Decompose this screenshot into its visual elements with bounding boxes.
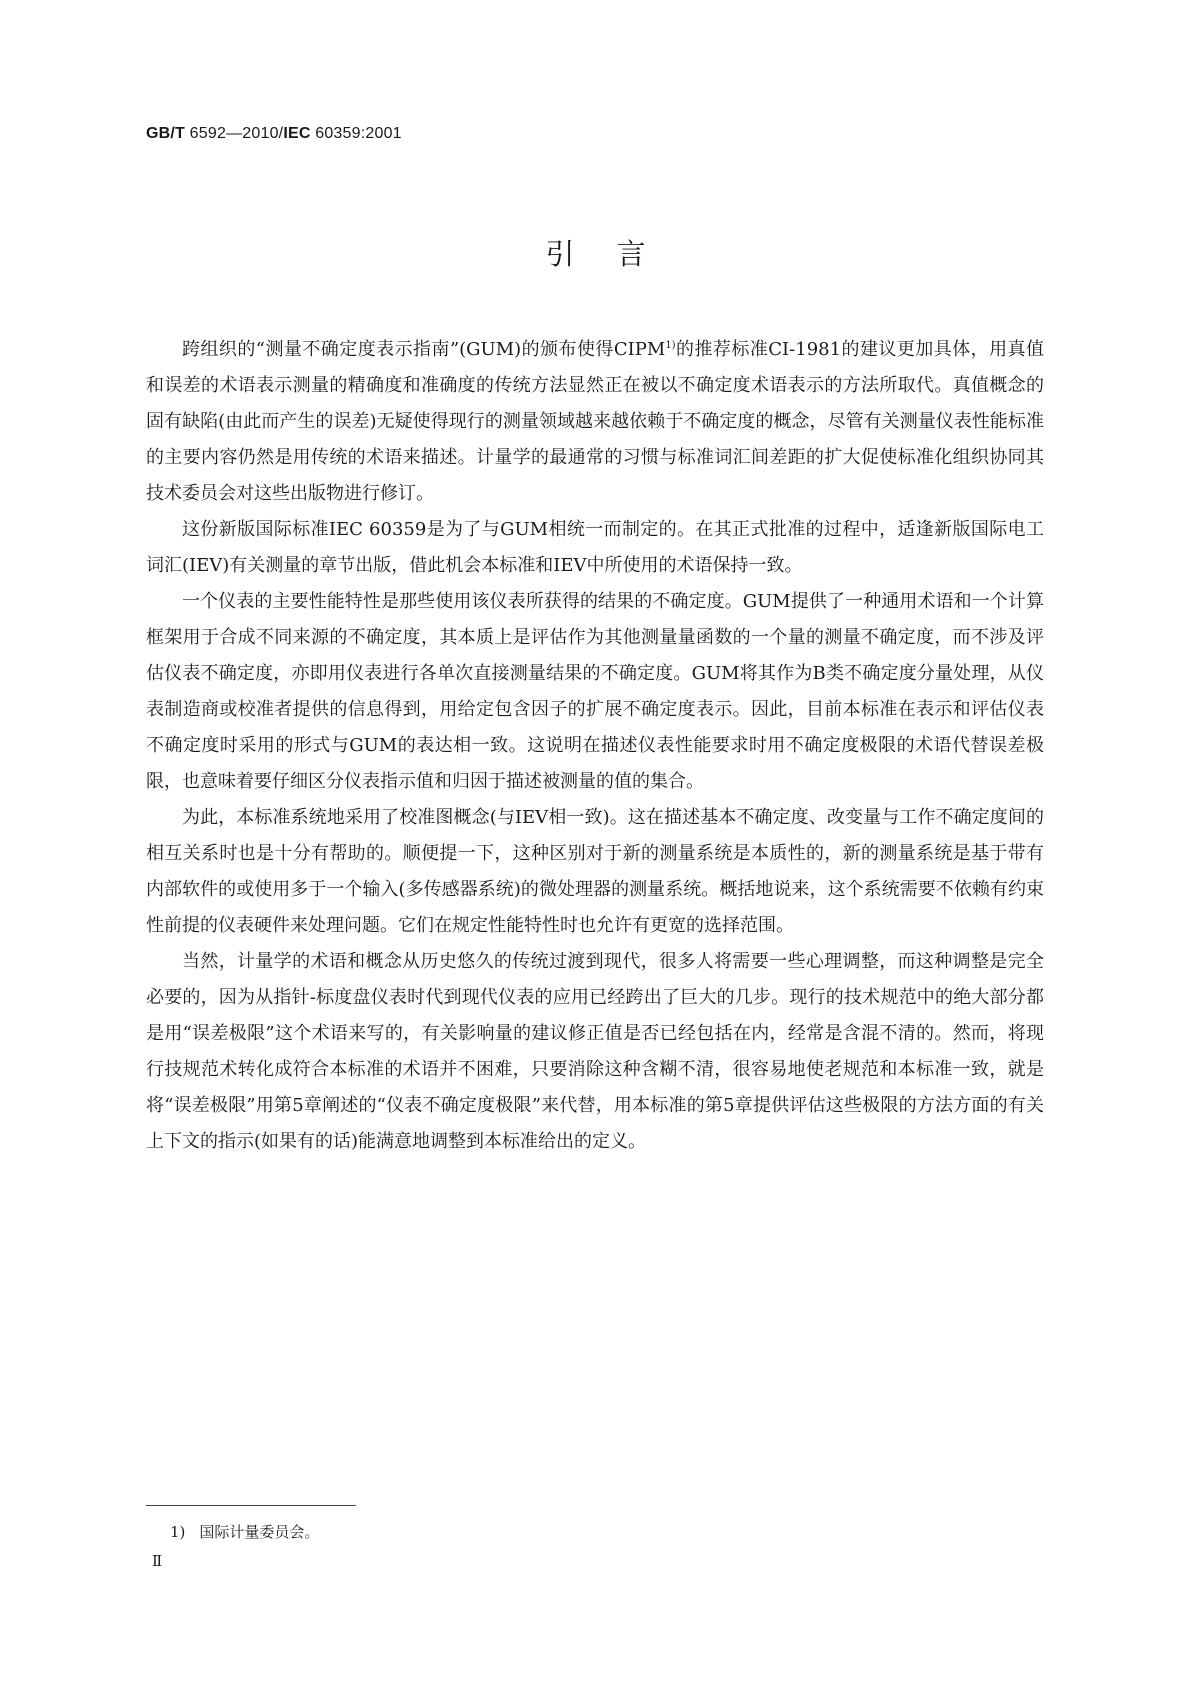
paragraph-4: 为此，本标准系统地采用了校准图概念(与IEV相一致)。这在描述基本不确定度、改变量与工作不确定度间的相互关系时也是十分有帮助的。顺便提一下，这种区别对于新的测量系统是本质性的，新的测量系统是基于带有内部软件的或使用多于一个输入(多传感器系统)的微处理器的测量系统。概括地说来，这个系统需要不依赖有约束性前提的仪表硬件来处理问题。它们在规定性能特性时也允许有更宽的选择范围。	[146, 807, 1044, 936]
standard-code-prefix: GB/T	[146, 125, 186, 142]
paragraph-3: 一个仪表的主要性能特性是那些使用该仪表所获得的结果的不确定度。GUM提供了一种通用术语和一个计算框架用于合成不同来源的不确定度，其本质上是评估作为其他测量量函数的一个量的测量不确定度，而不涉及评估仪表不确定度，亦即用仪表进行各单次直接测量结果的不确定度。GUM将其作为B类不确定度分量处理，从仪表制造商或校准者提供的信息得到，用给定包含因子的扩展不确定度表示。因此，目前本标准在表示和评估仪表不确定度时采用的形式与GUM的表达相一致。这说明在描述仪表性能要求时用不确定度极限的术语代替误差极限，也意味着要仔细区分仪表指示值和归因于描述被测量的值的集合。	[146, 591, 1044, 792]
page-number: Ⅱ	[152, 1552, 163, 1570]
page-title: 引言	[545, 237, 688, 271]
standard-code-header	[146, 125, 402, 143]
footnote-divider	[146, 1505, 356, 1506]
paragraph-1-part-a: 跨组织的“测量不确定度表示指南”(GUM)的颁布使得CIPM	[182, 339, 666, 360]
footnote-number: 1)	[170, 1523, 186, 1541]
footnote	[170, 1521, 319, 1542]
standard-code-iec: IEC	[283, 125, 311, 142]
paragraph-2: 这份新版国际标准IEC 60359是为了与GUM相统一而制定的。在其正式批准的过程中，适逢新版国际电工词汇(IEV)有关测量的章节出版，借此机会本标准和IEV中所使用的术语保持一致。	[146, 519, 1044, 576]
footnote-reference: 1)	[665, 340, 676, 351]
standard-code-tail: 60359:2001	[310, 125, 402, 142]
paragraph-1-part-b: 的推荐标准CI-1981的建议更加具体，用真值和误差的术语表示测量的精确度和准确度的传统方法显然正在被以不确定度术语表示的方法所取代。真值概念的固有缺陷(由此而产生的误差)无疑使得现行的测量领域越来越依赖于不确定度的概念，尽管有关测量仪表性能标准的主要内容仍然是用传统的术语来描述。计量学的最通常的习惯与标准词汇间差距的扩大促使标准化组织协同其技术委员会对这些出版物进行修订。	[146, 339, 1044, 504]
paragraph-1	[146, 332, 1044, 512]
footnote-text: 国际计量委员会。	[199, 1523, 320, 1541]
standard-code-number: 6592—2010/	[185, 125, 284, 142]
paragraph-5: 当然，计量学的术语和概念从历史悠久的传统过渡到现代，很多人将需要一些心理调整，而这种调整是完全必要的，因为从指针-标度盘仪表时代到现代仪表的应用已经跨出了巨大的几步。现行的技术规范中的绝大部分都是用“误差极限”这个术语来写的，有关影响量的建议修正值是否已经包括在内，经常是含混不清的。然而，将现行技规范术转化成符合本标准的术语并不困难，只要消除这种含糊不清，很容易地使老规范和本标准一致，就是将“误差极限”用第5章阐述的“仪表不确定度极限”来代替，用本标准的第5章提供评估这些极限的方法方面的有关上下文的指示(如果有的话)能满意地调整到本标准给出的定义。	[146, 951, 1044, 1152]
body-text	[146, 332, 1044, 1160]
